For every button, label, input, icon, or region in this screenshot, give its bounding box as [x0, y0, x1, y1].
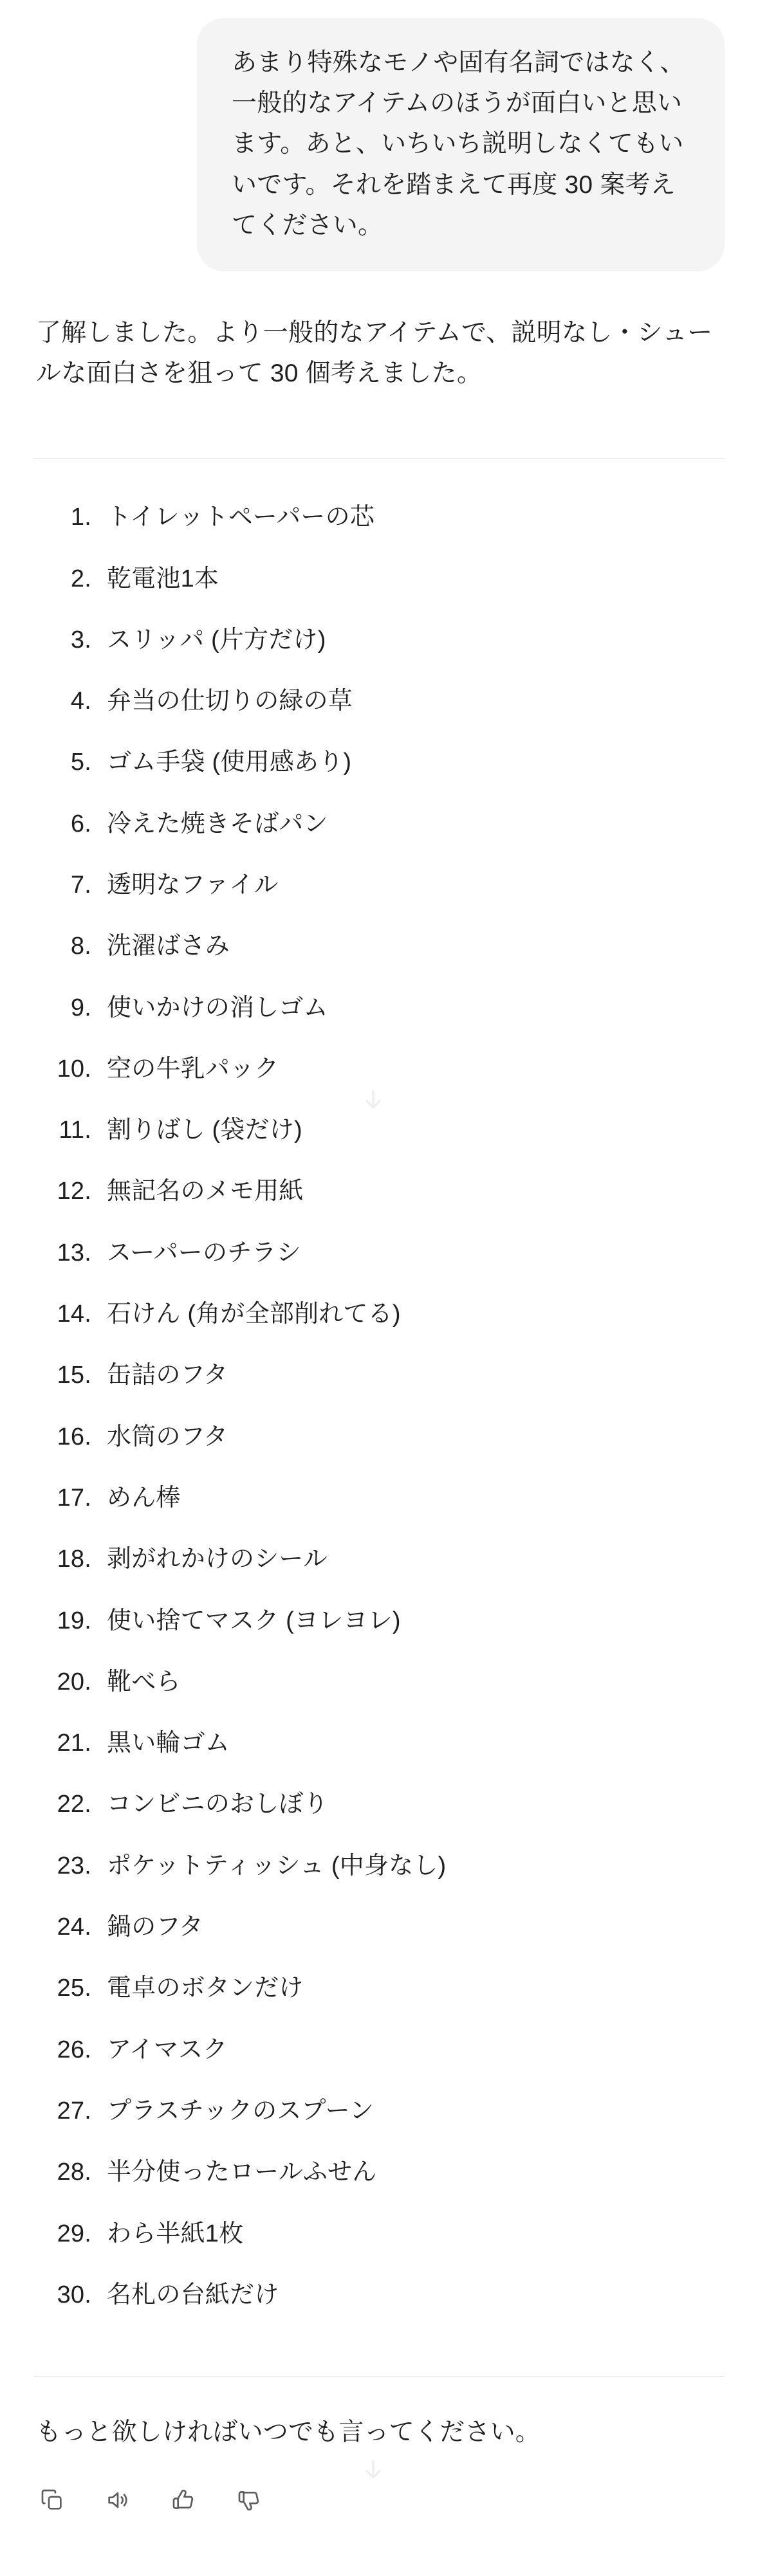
list-item-label: コンビニのおしぼり — [107, 1791, 328, 1818]
list-item-label: わら半紙1枚 — [107, 2220, 244, 2247]
message-action-bar — [0, 2453, 758, 2541]
list-item-label: 水筒のフタ — [107, 1423, 228, 1450]
list-item — [36, 1788, 722, 1821]
list-item-label: 靴べら — [107, 1668, 181, 1695]
list-item — [36, 1911, 722, 1944]
list-item — [36, 1053, 722, 1086]
list-item-label: 缶詰のフタ — [107, 1362, 228, 1389]
list-item — [36, 1972, 722, 2005]
list-item — [36, 930, 722, 963]
list-item — [36, 1482, 722, 1515]
speaker-icon[interactable] — [103, 2485, 133, 2515]
thumbs-down-icon[interactable] — [234, 2485, 264, 2515]
list-item-label: 名札の台紙だけ — [107, 2281, 279, 2308]
list-item-label: 半分使ったロールふせん — [107, 2159, 377, 2186]
list-item-label: プラスチックのスプーン — [107, 2097, 374, 2124]
list-item — [36, 2218, 722, 2251]
list-item-label: 使い捨てマスク (ヨレヨレ) — [107, 1607, 401, 1634]
list-item — [36, 869, 722, 902]
thumbs-up-icon[interactable] — [169, 2485, 198, 2515]
list-item-label: トイレットペーパーの芯 — [107, 504, 375, 531]
list-item — [36, 1237, 722, 1270]
list-item — [36, 1727, 722, 1760]
list-item-label: アイマスク — [107, 2036, 228, 2063]
list-item-label: 鍋のフタ — [107, 1914, 204, 1941]
list-item — [36, 1421, 722, 1454]
list-item-label: スーパーのチラシ — [107, 1239, 301, 1266]
list-item — [36, 685, 722, 718]
list-item — [36, 2095, 722, 2128]
list-item-label: 無記名のメモ用紙 — [107, 1178, 304, 1205]
list-item — [36, 501, 722, 534]
list-item — [36, 2156, 722, 2189]
list-item-label: 乾電池1本 — [107, 565, 219, 592]
list-item-label: 黒い輪ゴム — [107, 1730, 230, 1757]
list-item-label: ポケットティッシュ (中身なし) — [107, 1852, 447, 1879]
list-item — [36, 808, 722, 841]
list-item-label: 石けん (角が全部削れてる) — [107, 1301, 401, 1328]
list-item-label: 弁当の仕切りの緑の草 — [107, 688, 353, 715]
list-item — [36, 1666, 722, 1699]
list-item-label: 空の牛乳パック — [107, 1055, 279, 1082]
list-item-label: 電卓のボタンだけ — [107, 1975, 304, 2002]
list-item — [36, 1114, 722, 1147]
idea-list — [0, 459, 758, 2312]
list-item — [36, 1850, 722, 1883]
assistant-intro-text: 了解しました。より一般的なアイテムで、説明なし・シュールな面白さを狙って 30 個考えました。 — [36, 318, 713, 388]
list-item — [36, 1605, 722, 1638]
list-item-label: 使いかけの消しゴム — [107, 994, 328, 1021]
list-item — [36, 992, 722, 1025]
assistant-outro-text: もっと欲しければいつでも言ってください。 — [36, 2418, 541, 2447]
user-message-bubble: あまり特殊なモノや固有名詞ではなく、一般的なアイテムのほうが面白いと思います。あと、いちいち説明しなくてもいいです。それを踏まえて再度 30 案考えてください。 — [197, 18, 725, 271]
list-item — [36, 1543, 722, 1576]
list-item — [36, 1359, 722, 1392]
list-item — [36, 1175, 722, 1208]
list-item-label: スリッパ (片方だけ) — [107, 626, 326, 653]
list-item-label: 冷えた焼きそばパン — [107, 810, 328, 837]
user-message-row — [0, 0, 758, 271]
list-item-label: 割りばし (袋だけ) — [107, 1117, 302, 1144]
list-item-label: めん棒 — [107, 1484, 181, 1512]
list-item — [36, 746, 722, 779]
list-item-label: ゴム手袋 (使用感あり) — [107, 749, 352, 776]
list-item — [36, 624, 722, 657]
list-item — [36, 563, 722, 596]
list-item — [36, 1298, 722, 1331]
list-item-label: 洗濯ばさみ — [107, 933, 230, 960]
list-item-label: 透明なファイル — [107, 871, 279, 899]
list-item — [36, 2034, 722, 2067]
list-item — [36, 2279, 722, 2312]
copy-icon[interactable] — [37, 2485, 67, 2515]
list-item-label: 剥がれかけのシール — [107, 1546, 328, 1573]
